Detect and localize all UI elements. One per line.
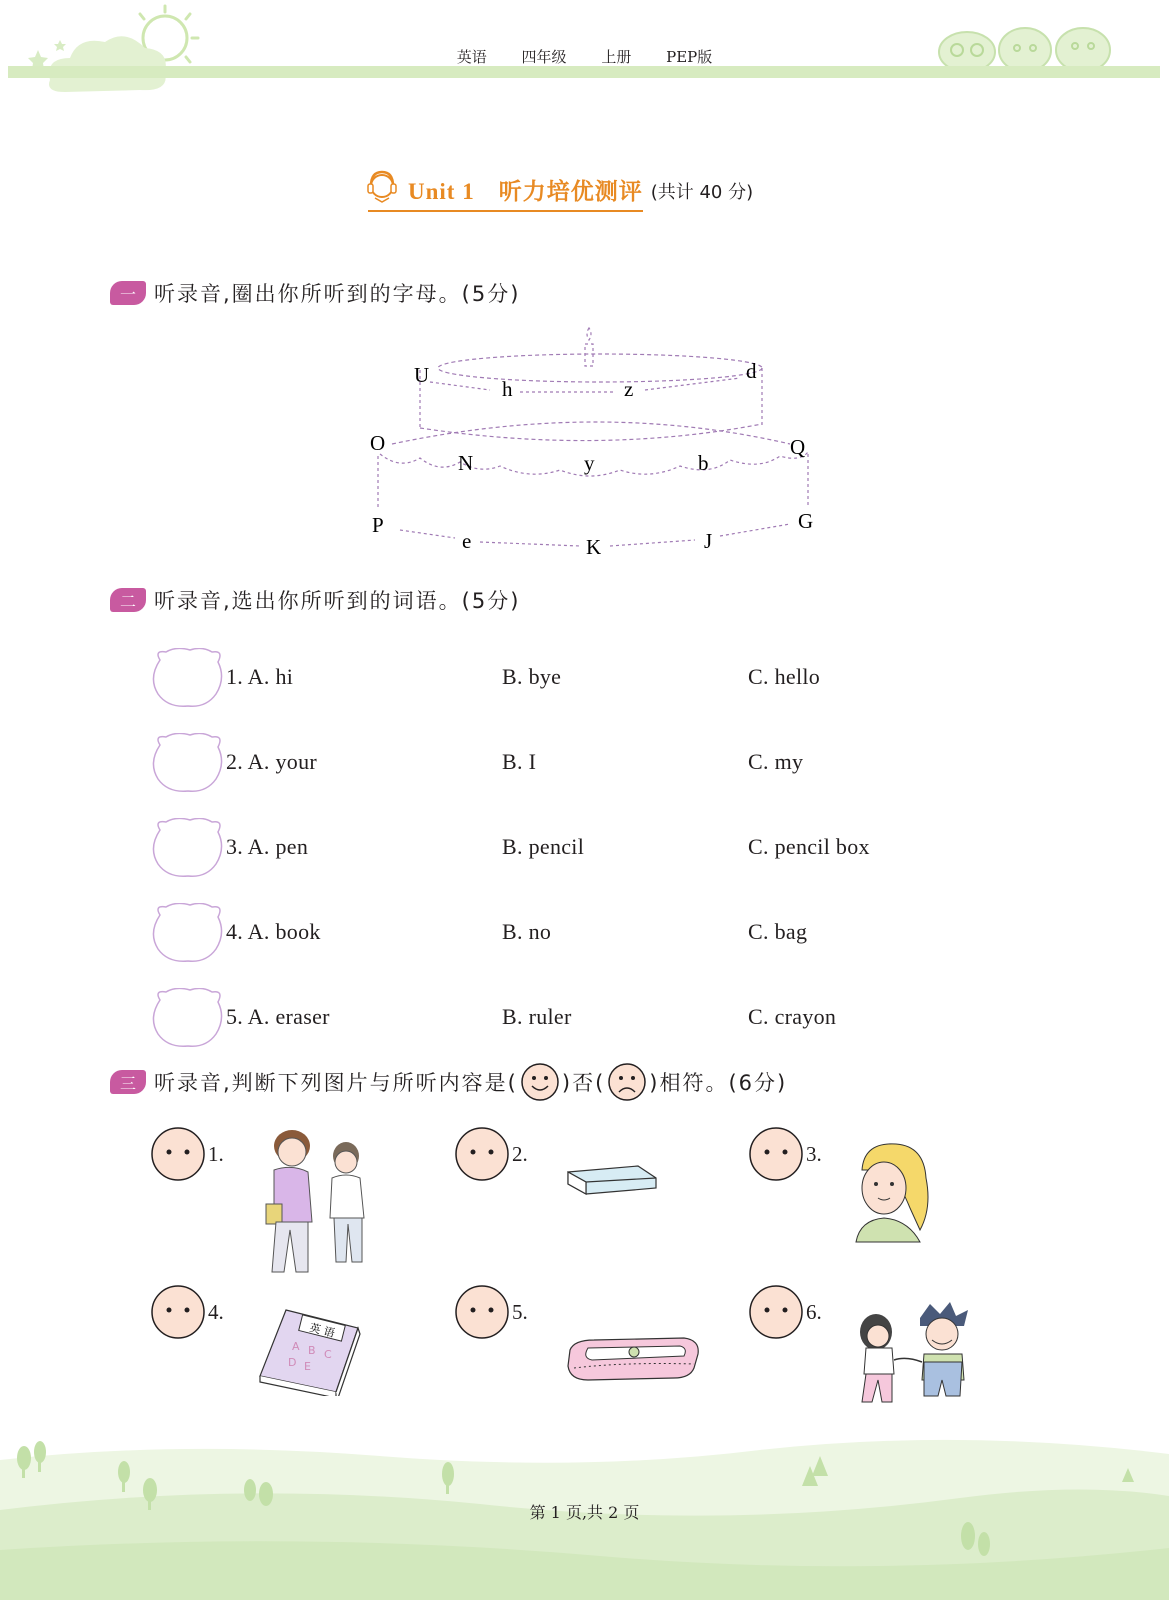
cake-letter: h [502, 377, 513, 401]
option-a: 5. A. eraser [226, 1004, 330, 1029]
answer-bubble[interactable] [150, 988, 226, 1048]
cake-letter: P [372, 513, 384, 537]
answer-face[interactable] [748, 1284, 804, 1340]
section-1-heading [110, 278, 520, 308]
cake-letter: z [624, 377, 634, 401]
english-book-illustration [256, 1306, 366, 1396]
girl-illustration [850, 1138, 940, 1244]
option-c: C. pencil box [748, 834, 870, 859]
answer-bubble[interactable] [150, 903, 226, 963]
option-a: 1. A. hi [226, 664, 294, 689]
question-row [150, 903, 1050, 963]
header-grade: 四年级 [521, 48, 567, 66]
item-number: 4. [208, 1300, 224, 1324]
cake-letter: K [586, 535, 602, 559]
section-instruction-2: )否( [561, 1071, 606, 1095]
book-letter: E [304, 1360, 311, 1373]
item-number: 2. [512, 1142, 528, 1166]
header-volume: 上册 [601, 48, 632, 66]
option-c: C. crayon [748, 1004, 837, 1029]
smiling-face-icon [520, 1062, 560, 1102]
book-letter: A [292, 1340, 300, 1353]
answer-bubble[interactable] [150, 818, 226, 878]
section-3-heading [110, 1062, 787, 1102]
cake-letter: J [704, 529, 713, 553]
item-number: 5. [512, 1300, 528, 1324]
item-number: 1. [208, 1142, 224, 1166]
question-row [150, 818, 1050, 878]
page-title [368, 168, 753, 212]
book-letter: D [288, 1356, 297, 1369]
item-number: 6. [806, 1300, 822, 1324]
section-2-heading [110, 585, 520, 615]
cake-diagram [360, 320, 840, 570]
option-c: C. hello [748, 664, 821, 689]
header-text [0, 46, 1169, 67]
cake-letter: y [584, 451, 595, 475]
item-number: 3. [806, 1142, 822, 1166]
cake-letter: b [698, 451, 709, 475]
header-edition: PEP版 [666, 48, 713, 66]
answer-bubble[interactable] [150, 648, 226, 708]
header-band [8, 66, 1160, 78]
option-a: 4. A. book [226, 919, 321, 944]
cake-letter: e [462, 529, 472, 553]
section-badge: 三 [110, 1070, 146, 1094]
option-b: B. bye [502, 664, 562, 689]
answer-face[interactable] [748, 1126, 804, 1182]
answer-face[interactable] [454, 1284, 510, 1340]
cake-letter: O [370, 431, 386, 455]
option-a: 3. A. pen [226, 834, 309, 859]
book-letter: B [308, 1344, 316, 1357]
two-boys-illustration [258, 1112, 378, 1292]
option-c: C. bag [748, 919, 808, 944]
option-b: B. ruler [502, 1004, 572, 1029]
eraser-illustration [564, 1160, 660, 1200]
option-b: B. pencil [502, 834, 585, 859]
title-name: 听力培优测评 [498, 179, 643, 205]
title-unit: Unit 1 [408, 179, 475, 204]
pencil-box-illustration [564, 1334, 704, 1384]
cake-letter: N [458, 451, 474, 475]
cake-letter: Q [790, 435, 806, 459]
page-number: 第 1 页,共 2 页 [529, 1503, 640, 1522]
section-instruction: 听录音,选出你所听到的词语。(5分) [154, 589, 521, 613]
section-badge: 一 [110, 281, 146, 305]
cake-letter: U [414, 363, 430, 387]
sad-face-icon [607, 1062, 647, 1102]
header-subject: 英语 [456, 48, 487, 66]
answer-bubble[interactable] [150, 733, 226, 793]
option-b: B. I [502, 749, 537, 774]
cake-letter: d [746, 359, 757, 383]
question-row [150, 733, 1050, 793]
cake-letter: G [798, 509, 814, 533]
question-row [150, 988, 1050, 1048]
section-instruction: 听录音,圈出你所听到的字母。(5分) [154, 282, 521, 306]
book-letter: C [324, 1348, 332, 1361]
section-instruction-3: )相符。(6分) [649, 1071, 788, 1095]
boy-and-girl-illustration [850, 1300, 980, 1410]
option-a: 2. A. your [226, 749, 317, 774]
question-row [150, 648, 1050, 708]
book-title: 英 语 [308, 1321, 337, 1340]
answer-face[interactable] [150, 1126, 206, 1182]
answer-face[interactable] [454, 1126, 510, 1182]
answer-face[interactable] [150, 1284, 206, 1340]
section-badge: 二 [110, 588, 146, 612]
title-score: (共计 40 分) [650, 182, 754, 203]
option-b: B. no [502, 919, 552, 944]
option-c: C. my [748, 749, 804, 774]
section-instruction-1: 听录音,判断下列图片与所听内容是( [154, 1071, 518, 1095]
